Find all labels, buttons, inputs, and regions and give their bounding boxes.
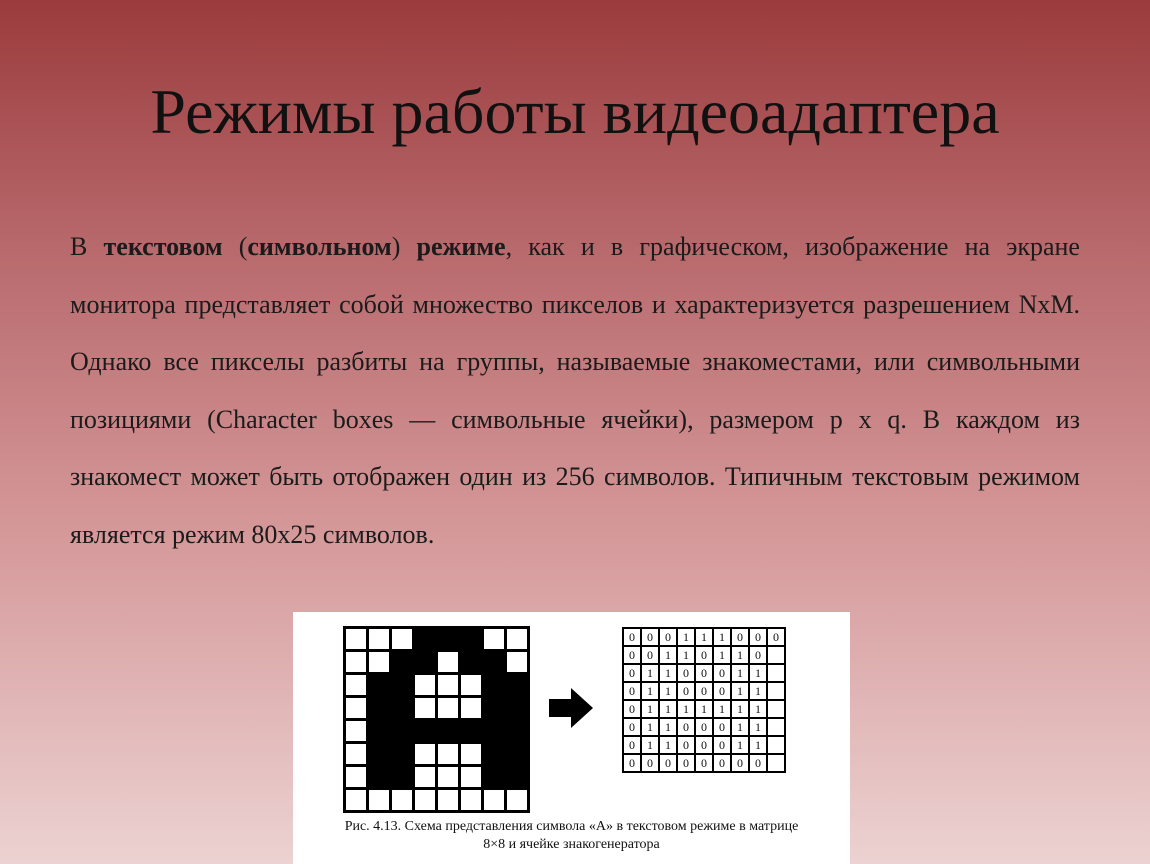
bit-cell: 0 [624, 737, 640, 753]
bit-cell: 0 [696, 665, 712, 681]
pixel-cell [415, 675, 435, 695]
bit-cell: 1 [732, 719, 748, 735]
arrow-right-icon [549, 688, 593, 728]
bit-cell: 0 [696, 719, 712, 735]
pixel-cell [438, 744, 458, 764]
pixel-cell [484, 744, 504, 764]
bit-cell: 1 [660, 701, 676, 717]
pixel-cell [392, 767, 412, 787]
pixel-cell [369, 698, 389, 718]
pixel-cell [461, 675, 481, 695]
bit-cell [768, 647, 784, 663]
bit-cell: 0 [750, 647, 766, 663]
bit-cell: 0 [624, 683, 640, 699]
bit-cell: 1 [660, 683, 676, 699]
pixel-cell [346, 675, 366, 695]
pixel-cell [438, 790, 458, 810]
bit-cell: 0 [678, 737, 694, 753]
pixel-cell [369, 629, 389, 649]
pixel-cell [461, 744, 481, 764]
pixel-cell [415, 721, 435, 741]
pixel-cell [461, 767, 481, 787]
slide-title: Режимы работы видеоадаптера [150, 76, 1000, 147]
bit-cell: 0 [768, 629, 784, 645]
caption-line-1: Рис. 4.13. Схема представления символа «А» в текстовом режиме в матрице [344, 819, 799, 834]
pixel-cell [438, 767, 458, 787]
bit-cell: 0 [714, 737, 730, 753]
bit-cell: 0 [678, 755, 694, 771]
bit-cell: 1 [696, 701, 712, 717]
pixel-cell [346, 721, 366, 741]
pixel-cell [507, 698, 527, 718]
bit-cell: 0 [714, 755, 730, 771]
bit-cell: 1 [732, 647, 748, 663]
bit-cell: 0 [714, 719, 730, 735]
bold-term-text: текстовом [103, 232, 223, 261]
pixel-cell [346, 767, 366, 787]
bit-cell: 1 [714, 629, 730, 645]
bit-cell [768, 683, 784, 699]
bit-matrix [622, 627, 786, 773]
bit-cell [768, 737, 784, 753]
bit-cell: 1 [750, 719, 766, 735]
pixel-cell [415, 652, 435, 672]
pixel-cell [415, 744, 435, 764]
bit-cell: 1 [750, 683, 766, 699]
bit-cell: 0 [714, 683, 730, 699]
bit-cell: 0 [642, 755, 658, 771]
pixel-cell [438, 652, 458, 672]
bit-cell: 0 [696, 755, 712, 771]
pixel-cell [507, 744, 527, 764]
pixel-cell [415, 790, 435, 810]
bit-cell: 1 [732, 683, 748, 699]
pixel-cell [484, 721, 504, 741]
bit-cell: 1 [750, 665, 766, 681]
bit-cell: 1 [732, 665, 748, 681]
bit-cell: 1 [750, 701, 766, 717]
bit-cell: 0 [678, 683, 694, 699]
bit-cell: 1 [678, 629, 694, 645]
pixel-cell [392, 675, 412, 695]
bit-cell: 0 [678, 665, 694, 681]
pixel-cell [415, 698, 435, 718]
pixel-cell [346, 629, 366, 649]
bit-cell: 0 [750, 755, 766, 771]
pixel-cell [392, 698, 412, 718]
pixel-cell [346, 698, 366, 718]
pixel-cell [346, 652, 366, 672]
pixel-cell [461, 698, 481, 718]
pixel-cell [392, 744, 412, 764]
bit-cell: 1 [642, 683, 658, 699]
pixel-cell [484, 652, 504, 672]
pixel-cell [484, 767, 504, 787]
pixel-cell [346, 790, 366, 810]
pixel-cell [438, 675, 458, 695]
bit-cell: 0 [624, 665, 640, 681]
pixel-cell [484, 790, 504, 810]
bit-cell: 1 [642, 719, 658, 735]
pixel-matrix [343, 626, 530, 813]
bit-cell [768, 665, 784, 681]
bit-cell: 0 [624, 719, 640, 735]
bit-cell [768, 755, 784, 771]
pixel-cell [369, 790, 389, 810]
paragraph-text-1: В [70, 232, 104, 261]
bit-cell: 0 [732, 755, 748, 771]
bit-cell: 1 [660, 737, 676, 753]
bit-cell: 0 [642, 629, 658, 645]
pixel-cell [369, 652, 389, 672]
pixel-cell [369, 675, 389, 695]
pixel-cell [346, 744, 366, 764]
bit-cell: 0 [624, 629, 640, 645]
figure-caption [293, 818, 850, 854]
pixel-cell [392, 629, 412, 649]
bit-cell: 1 [642, 701, 658, 717]
paragraph-text-3: ) [391, 232, 417, 261]
pixel-cell [415, 767, 435, 787]
bold-term-mode: режиме [416, 232, 506, 261]
pixel-cell [507, 767, 527, 787]
bit-cell: 0 [660, 629, 676, 645]
pixel-cell [369, 721, 389, 741]
bit-cell: 1 [732, 701, 748, 717]
bit-cell: 1 [750, 737, 766, 753]
bit-cell [768, 701, 784, 717]
bit-cell: 1 [660, 719, 676, 735]
pixel-cell [369, 744, 389, 764]
caption-line-2: 8×8 и ячейке знакогенератора [483, 837, 660, 852]
pixel-cell [392, 721, 412, 741]
pixel-cell [461, 721, 481, 741]
bit-cell: 0 [696, 683, 712, 699]
pixel-cell [461, 652, 481, 672]
bit-cell: 1 [678, 647, 694, 663]
paragraph-text-4: , как и в графическом, изображение на экране монитора представляет собой множество пикселов и характеризуется разрешением NxM. Однако все пикселы разбиты на группы, называемые знакоместами, или символьными позициями (Character boxes — символьные ячейки), размером p x q. В каждом из знакомест может быть отображен один из 256 символов. Типичным текстовым режимом является режим 80x25 символов. [70, 232, 1080, 549]
pixel-cell [507, 675, 527, 695]
pixel-cell [461, 629, 481, 649]
pixel-cell [369, 767, 389, 787]
pixel-cell [507, 629, 527, 649]
bit-cell: 0 [660, 755, 676, 771]
pixel-cell [507, 721, 527, 741]
pixel-cell [507, 790, 527, 810]
pixel-cell [438, 721, 458, 741]
bit-cell: 0 [732, 629, 748, 645]
bit-cell: 0 [696, 647, 712, 663]
bit-cell: 0 [696, 737, 712, 753]
pixel-cell [392, 790, 412, 810]
bit-cell: 0 [678, 719, 694, 735]
body-paragraph [70, 218, 1080, 563]
pixel-cell [461, 790, 481, 810]
pixel-cell [438, 629, 458, 649]
pixel-cell [415, 629, 435, 649]
bit-cell: 0 [750, 629, 766, 645]
bold-term-symbolic: символьном [247, 232, 392, 261]
bit-cell: 1 [714, 647, 730, 663]
bit-cell: 0 [714, 665, 730, 681]
bit-cell: 1 [732, 737, 748, 753]
pixel-cell [507, 652, 527, 672]
pixel-cell [392, 652, 412, 672]
bit-cell: 1 [660, 665, 676, 681]
pixel-cell [438, 698, 458, 718]
paragraph-text-2: ( [222, 232, 248, 261]
bit-cell: 1 [660, 647, 676, 663]
pixel-cell [484, 675, 504, 695]
bit-cell: 1 [678, 701, 694, 717]
bit-cell: 1 [642, 737, 658, 753]
bit-cell: 0 [624, 647, 640, 663]
bit-cell: 1 [642, 665, 658, 681]
bit-cell: 0 [624, 701, 640, 717]
bit-cell: 0 [642, 647, 658, 663]
bit-cell: 1 [696, 629, 712, 645]
pixel-cell [484, 629, 504, 649]
bit-cell: 1 [714, 701, 730, 717]
bit-cell [768, 719, 784, 735]
pixel-cell [484, 698, 504, 718]
bit-cell: 0 [624, 755, 640, 771]
figure-character-matrix [293, 612, 850, 864]
